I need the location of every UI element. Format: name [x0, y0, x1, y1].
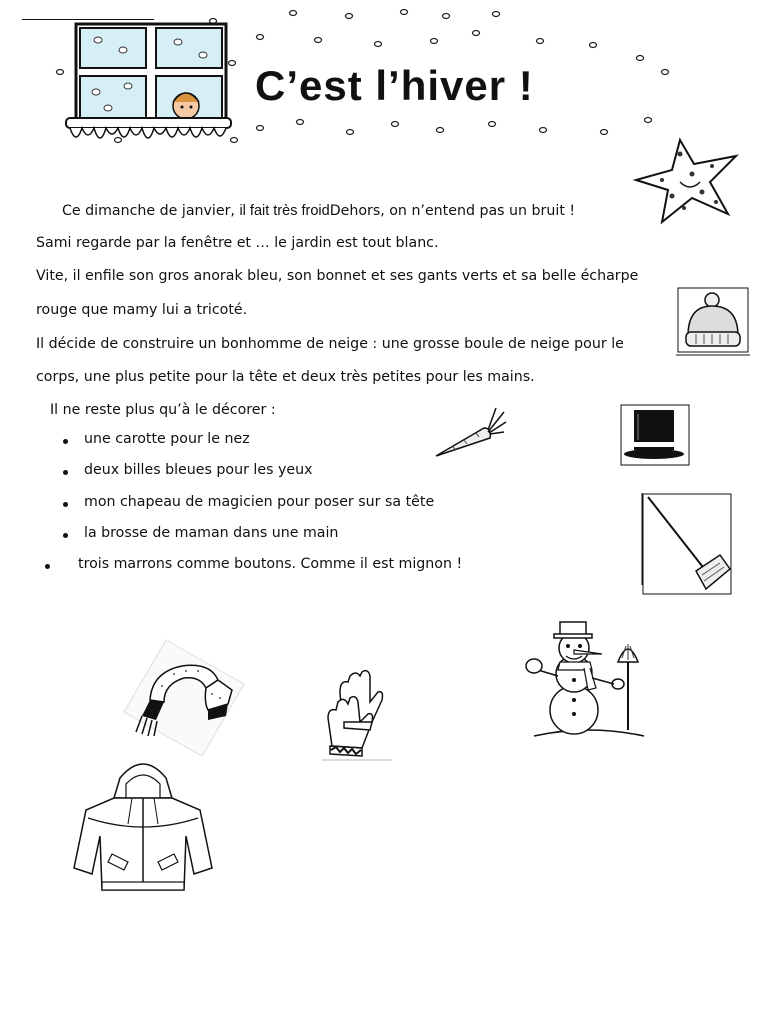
story-line-7: Il ne reste plus qu’à le décorer : — [50, 402, 276, 418]
star-icon — [632, 136, 742, 226]
bullet-item: la brosse de maman dans une main — [84, 525, 339, 541]
bullet-item: trois marrons comme boutons. Comme il est mignon ! — [78, 556, 463, 572]
top-hat-icon — [620, 404, 690, 466]
bullet-item: mon chapeau de magicien pour poser sur sa tête — [84, 494, 435, 510]
story-line-1-a: Ce dimanche de janvier, — [62, 203, 235, 219]
scarf-icon — [122, 638, 246, 758]
bullet-dot — [63, 502, 68, 507]
story-line-1-b: il fait très froid — [239, 203, 330, 219]
story-line-2: Sami regarde par la fenêtre et … le jardin est tout blanc. — [36, 235, 439, 251]
window-boy-illustration — [48, 20, 228, 150]
snowman-icon — [514, 618, 664, 748]
anorak-icon — [68, 758, 218, 898]
bullet-item: une carotte pour le nez — [84, 431, 250, 447]
story-line-1-c: Dehors, on n’entend pas un bruit ! — [329, 203, 576, 219]
story-line-5: Il décide de construire un bonhomme de neige : une grosse boule de neige pour le — [36, 336, 624, 352]
story-line-3: Vite, il enfile son gros anorak bleu, son bonnet et ses gants verts et sa belle écharpe — [36, 268, 639, 284]
bullet-item: deux billes bleues pour les yeux — [84, 462, 313, 478]
story-line-1 — [62, 203, 575, 219]
broom-icon — [642, 493, 734, 597]
page-title: C’est l’hiver ! — [255, 62, 534, 109]
bullet-dot — [45, 564, 50, 569]
bullet-dot — [63, 439, 68, 444]
bullet-dot — [63, 470, 68, 475]
gloves-icon — [322, 662, 394, 762]
story-line-4: rouge que mamy lui a tricoté. — [36, 302, 248, 318]
carrot-icon — [432, 406, 508, 462]
story-line-6: corps, une plus petite pour la tête et deux très petites pour les mains. — [36, 369, 535, 385]
bonnet-icon — [676, 286, 750, 356]
bullet-dot — [63, 533, 68, 538]
